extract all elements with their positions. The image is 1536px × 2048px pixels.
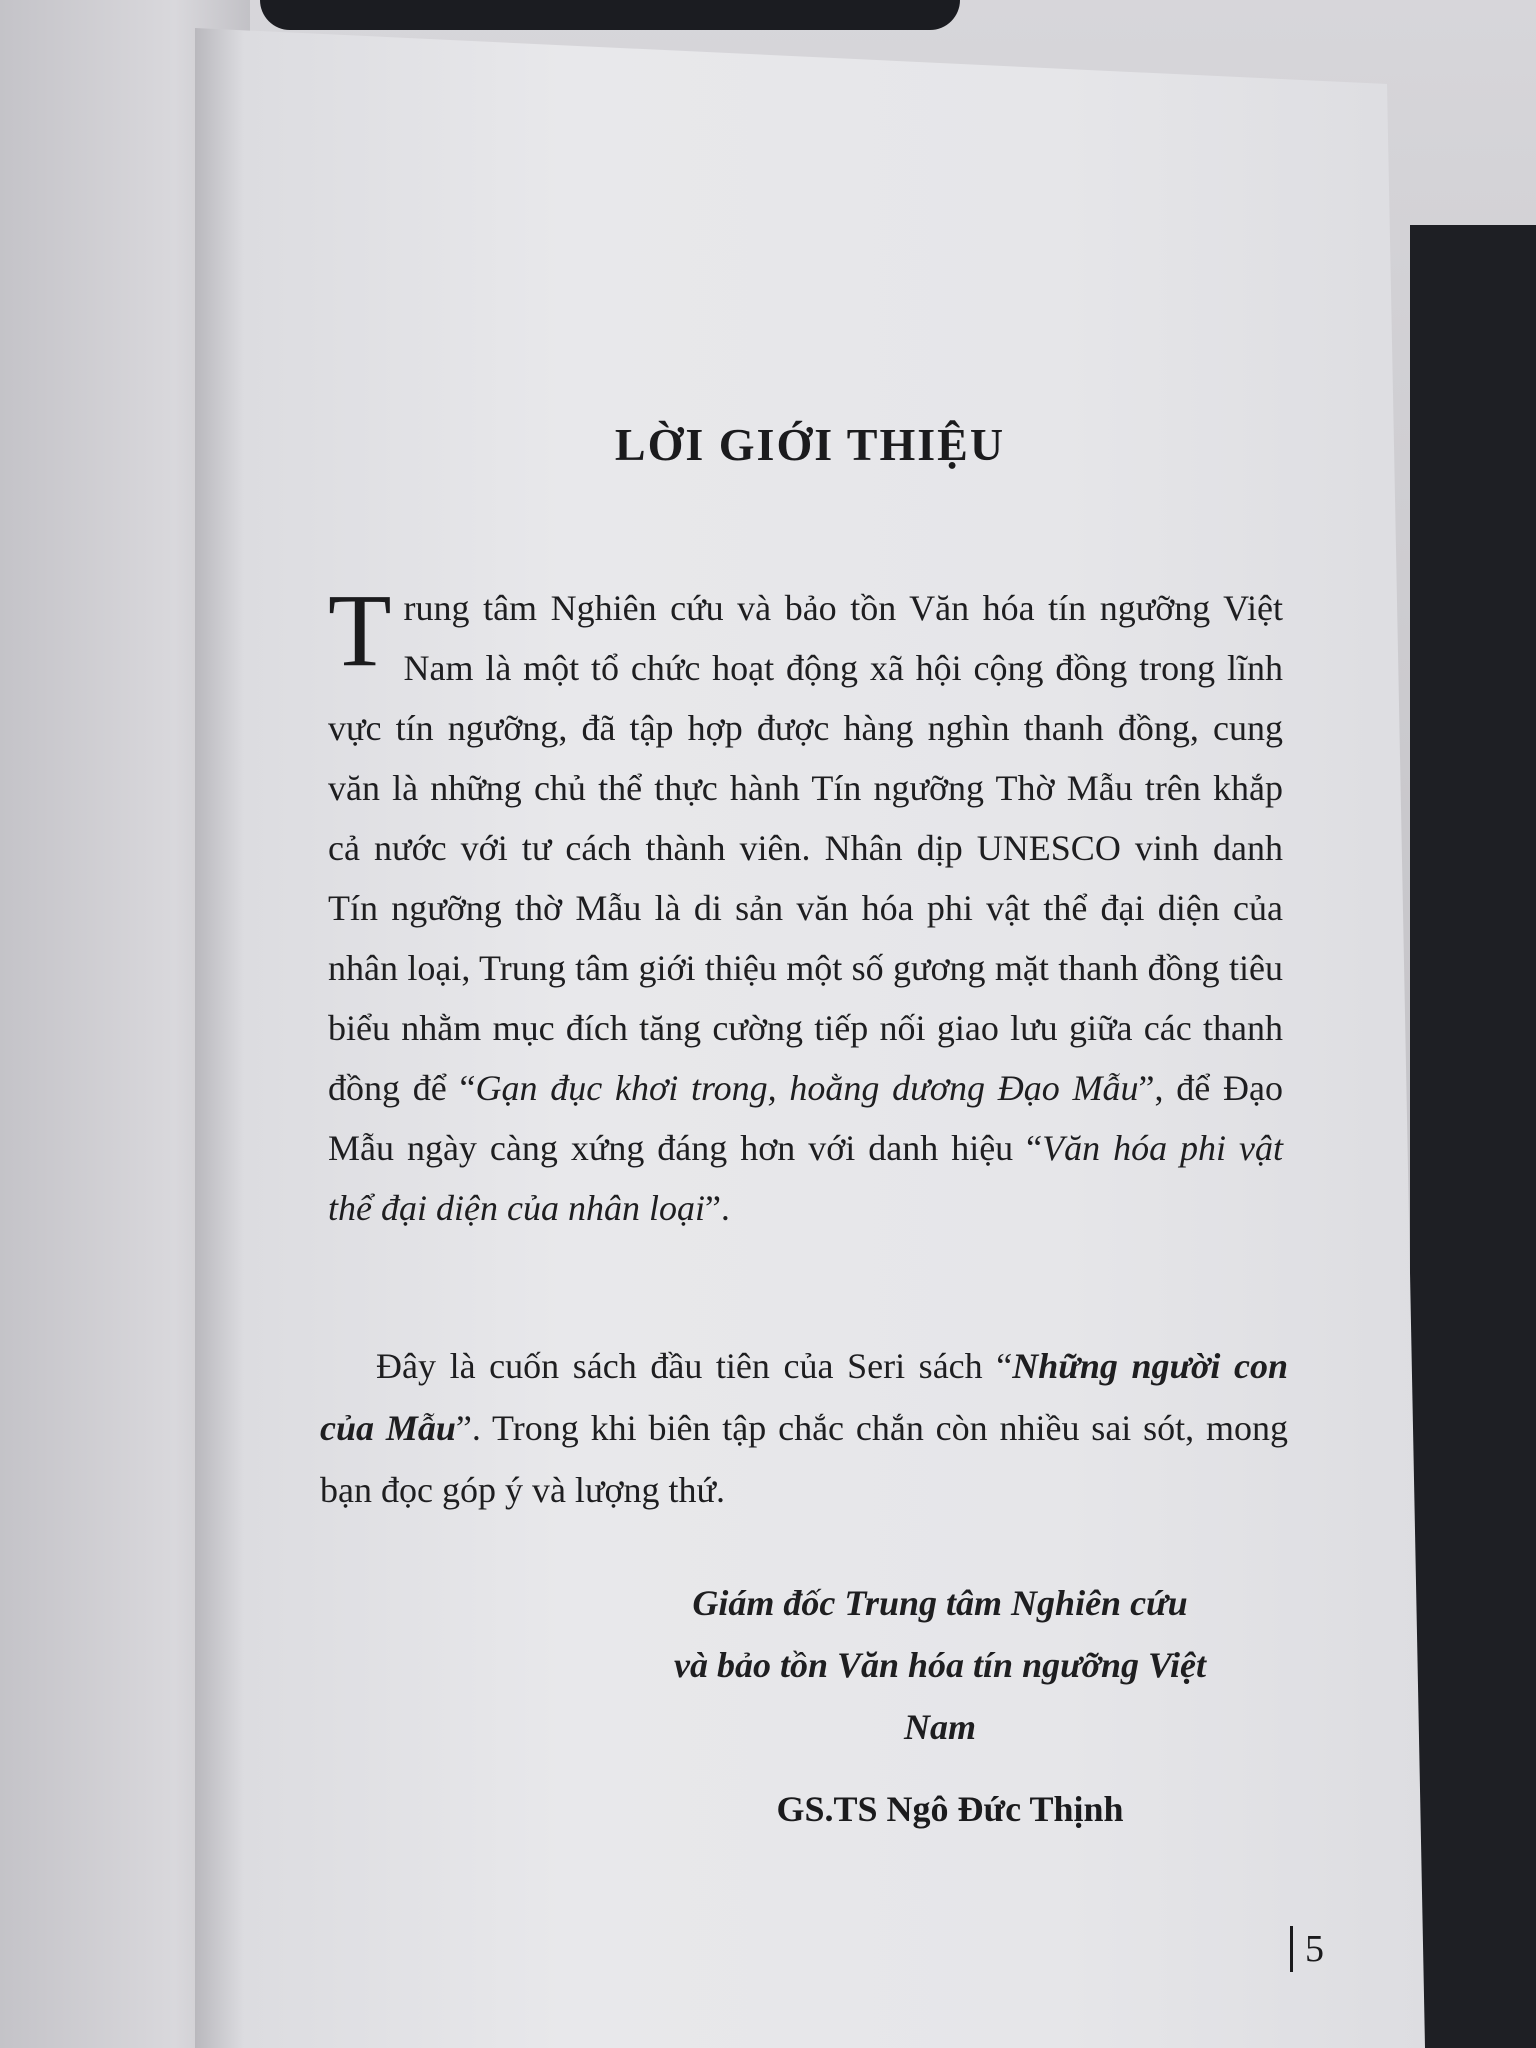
paragraph-2-start: Đây là cuốn sách đầu tiên của Seri sách “ — [376, 1346, 1013, 1386]
page-number-text: 5 — [1305, 1928, 1324, 1970]
page-title: LỜI GIỚI THIỆU — [614, 419, 1006, 470]
paragraph-1-text: rung tâm Nghiên cứu và bảo tồn Văn hóa tín ngưỡng Việt Nam là một tổ chức hoạt động xã hội cộng đồng trong lĩnh vực tín ngưỡng, đã tập hợp được hàng nghìn thanh đồng, cung văn là những chủ thể thực hành Tín ngưỡng Thờ Mẫu trên khắp cả nước với tư cách thành viên. Nhân dịp UNESCO vinh danh Tín ngưỡng thờ Mẫu là di sản văn hóa phi vật thể đại diện của nhân loại, Trung tâm giới thiệu một số gương mặt thanh đồng tiêu biểu nhằm mục đích tăng cường tiếp nối giao lưu giữa các thanh đồng để “ — [328, 588, 1283, 1108]
series-name: Những người con của Mẫu — [320, 1346, 1288, 1448]
signature-line-3: Nam — [904, 1707, 976, 1747]
quote-1: Gạn đục khơi trong, hoằng dương Đạo Mẫu — [475, 1068, 1139, 1108]
quote-2: Văn hóa phi vật thể đại diện của nhân loại — [328, 1128, 1283, 1228]
signature-block — [620, 1572, 1260, 1758]
book-spine-top — [260, 0, 960, 30]
paragraph-2 — [320, 1335, 1288, 1521]
page-number — [1290, 1924, 1324, 1974]
signature-line-1: Giám đốc Trung tâm Nghiên cứu — [692, 1583, 1188, 1623]
drop-cap: T — [328, 573, 392, 688]
paragraph-2-end: ”. Trong khi biên tập chắc chắn còn nhiều sai sót, mong bạn đọc góp ý và lượng thứ. — [320, 1408, 1289, 1510]
signature-line-2: và bảo tồn Văn hóa tín ngưỡng Việt — [673, 1645, 1207, 1685]
paragraph-1-mid: ”, để Đạo Mẫu ngày càng xứng đáng hơn với danh hiệu “ — [328, 1068, 1283, 1168]
paragraph-1 — [328, 573, 1283, 1238]
page-number-rule — [1290, 1926, 1293, 1972]
dark-cover-edge — [1410, 225, 1536, 2048]
paragraph-1-end: ”. — [704, 1188, 730, 1228]
author-name: GS.TS Ngô Đức Thịnh — [776, 1789, 1124, 1829]
